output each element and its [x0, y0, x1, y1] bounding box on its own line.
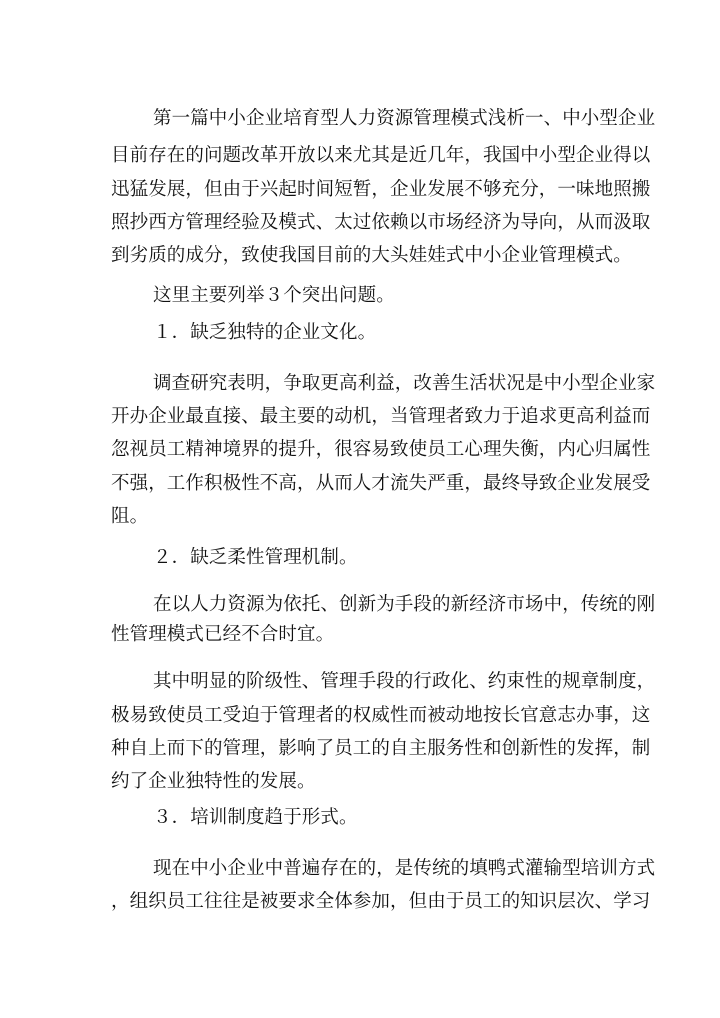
paragraph-6-line-1: 现在中小企业中普遍存在的，是传统的填鸭式灌输型培训方式	[153, 858, 656, 879]
paragraph-4-line-1: 在以人力资源为依托、创新为手段的新经济市场中，传统的刚	[153, 594, 656, 615]
paragraph-1-line-5: 到劣质的成分，致使我国目前的大头娃娃式中小企业管理模式。	[111, 245, 632, 266]
paragraph-3-line-3: 忽视员工精神境界的提升，很容易致使员工心理失衡，内心归属性	[111, 439, 651, 460]
paragraph-3-line-1: 调查研究表明，争取更高利益，改善生活状况是中小型企业家	[153, 373, 656, 394]
paragraph-5-line-2: 极易致使员工受迫于管理者的权威性而被动地按长官意志办事，这	[111, 705, 651, 726]
paragraph-1-line-2: 目前存在的问题改革开放以来尤其是近几年，我国中小型企业得以	[111, 145, 651, 166]
heading-1: １．缺乏独特的企业文化。	[153, 322, 377, 343]
paragraph-2: 这里主要列举３个突出问题。	[153, 285, 395, 306]
paragraph-1-line-1: 第一篇中小企业培育型人力资源管理模式浅析一、中小型企业	[153, 108, 656, 129]
paragraph-3-line-2: 开办企业最直接、最主要的动机，当管理者致力于追求更高利益而	[111, 406, 651, 427]
paragraph-3-line-5: 阻。	[111, 506, 149, 527]
heading-2: ２．缺乏柔性管理机制。	[153, 547, 358, 568]
paragraph-3-line-4: 不强，工作积极性不高，从而人才流失严重，最终导致企业发展受	[111, 473, 651, 494]
paragraph-5-line-4: 约了企业独特性的发展。	[111, 771, 316, 792]
heading-3: ３．培训制度趋于形式。	[153, 807, 358, 828]
paragraph-1-line-3: 迅猛发展，但由于兴起时间短暂，企业发展不够充分，一味地照搬	[111, 179, 651, 200]
paragraph-4-line-2: 性管理模式已经不合时宜。	[111, 624, 335, 645]
paragraph-1-line-4: 照抄西方管理经验及模式、太过依赖以市场经济为导向，从而汲取	[111, 212, 651, 233]
paragraph-5-line-3: 种自上而下的管理，影响了员工的自主服务性和创新性的发挥，制	[111, 738, 651, 759]
paragraph-6-line-2: ，组织员工往往是被要求全体参加，但由于员工的知识层次、学习	[111, 891, 651, 912]
paragraph-5-line-1: 其中明显的阶级性、管理手段的行政化、约束性的规章制度，	[153, 671, 656, 692]
